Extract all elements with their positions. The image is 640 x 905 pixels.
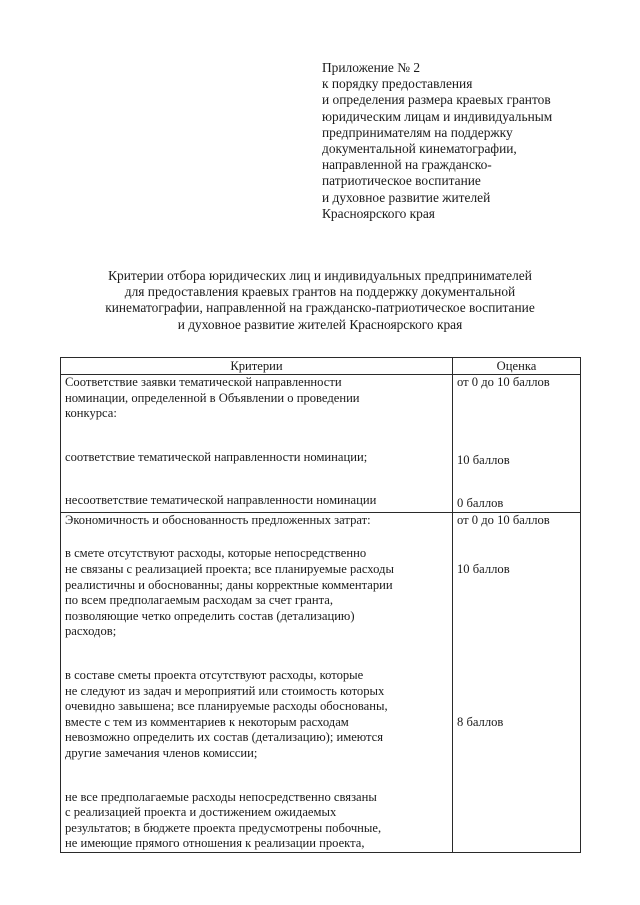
appendix-line: Красноярского края bbox=[322, 205, 435, 221]
appendix-line: документальной кинематографии, bbox=[322, 141, 517, 157]
option-line: в смете отсутствуют расходы, которые непосредственно bbox=[65, 546, 367, 561]
score-value: 10 баллов bbox=[457, 452, 510, 467]
document-title bbox=[60, 268, 580, 333]
criterion-line: номинации, определенной в Объявлении о проведении bbox=[65, 390, 360, 405]
option-line: по всем предполагаемым расходам за счет гранта, bbox=[65, 593, 334, 608]
appendix-line: и духовное развитие жителей bbox=[322, 189, 491, 205]
option-text: несоответствие тематической направленности номинации bbox=[65, 493, 377, 508]
option-line: невозможно определить их состав (детализацию); имеются bbox=[65, 730, 384, 745]
header-score: Оценка bbox=[453, 358, 581, 375]
appendix-line: юридическим лицам и индивидуальным bbox=[322, 108, 553, 124]
option-line: результатов; в бюджете проекта предусмотрены побочные, bbox=[65, 820, 382, 835]
appendix-line: Приложение № 2 bbox=[322, 60, 421, 75]
appendix-line: патриотическое воспитание bbox=[322, 173, 481, 189]
appendix-line: и определения размера краевых грантов bbox=[322, 92, 551, 108]
appendix-block bbox=[322, 60, 622, 222]
title-line: и духовное развитие жителей Красноярского края bbox=[177, 316, 463, 332]
option-line: с реализацией проекта и достижением ожидаемых bbox=[65, 805, 337, 820]
table-row bbox=[61, 512, 581, 852]
option-line: другие замечания членов комиссии; bbox=[65, 745, 258, 760]
criteria-cell bbox=[61, 375, 453, 513]
score-value: 10 баллов bbox=[457, 562, 510, 577]
appendix-line: направленной на гражданско- bbox=[322, 157, 492, 173]
option-line: реалистичны и обоснованны; даны корректные комментарии bbox=[65, 577, 393, 592]
title-line: кинематографии, направленной на гражданско-патриотическое воспитание bbox=[105, 300, 535, 316]
title-line: для предоставления краевых грантов на поддержку документальной bbox=[124, 284, 516, 300]
criterion-line: конкурса: bbox=[65, 406, 117, 421]
option-line: позволяющие четко определить состав (детализацию) bbox=[65, 608, 355, 623]
score-value: 8 баллов bbox=[457, 714, 504, 729]
option-line: в составе сметы проекта отсутствуют расходы, которые bbox=[65, 667, 364, 682]
title-line: Критерии отбора юридических лиц и индивидуальных предпринимателей bbox=[108, 268, 532, 283]
table-header-row bbox=[61, 358, 581, 375]
score-range: от 0 до 10 баллов bbox=[457, 512, 550, 527]
option-line: не следуют из задач и мероприятий или стоимость которых bbox=[65, 683, 385, 698]
score-cell bbox=[453, 375, 581, 513]
header-criteria: Критерии bbox=[61, 358, 453, 375]
option-line: не связаны с реализацией проекта; все планируемые расходы bbox=[65, 561, 394, 576]
option-line: не все предполагаемые расходы непосредственно связаны bbox=[65, 789, 377, 804]
option-line: не имеющие прямого отношения к реализации проекта, bbox=[65, 836, 365, 851]
score-value: 0 баллов bbox=[457, 496, 504, 511]
option-text: соответствие тематической направленности номинации; bbox=[65, 449, 368, 464]
criteria-cell bbox=[61, 512, 453, 852]
criterion-line: Соответствие заявки тематической направленности bbox=[65, 375, 342, 389]
criteria-table bbox=[60, 357, 581, 853]
option-line: очевидно завышена; все планируемые расходы обоснованы, bbox=[65, 699, 388, 714]
score-range: от 0 до 10 баллов bbox=[457, 375, 550, 389]
table-row bbox=[61, 375, 581, 513]
appendix-line: к порядку предоставления bbox=[322, 76, 473, 92]
appendix-line: предпринимателям на поддержку bbox=[322, 124, 513, 140]
score-cell bbox=[453, 512, 581, 852]
option-line: расходов; bbox=[65, 624, 117, 639]
criterion-heading: Экономичность и обоснованность предложенных затрат: bbox=[65, 512, 371, 527]
option-line: вместе с тем из комментариев к некоторым расходам bbox=[65, 714, 349, 729]
